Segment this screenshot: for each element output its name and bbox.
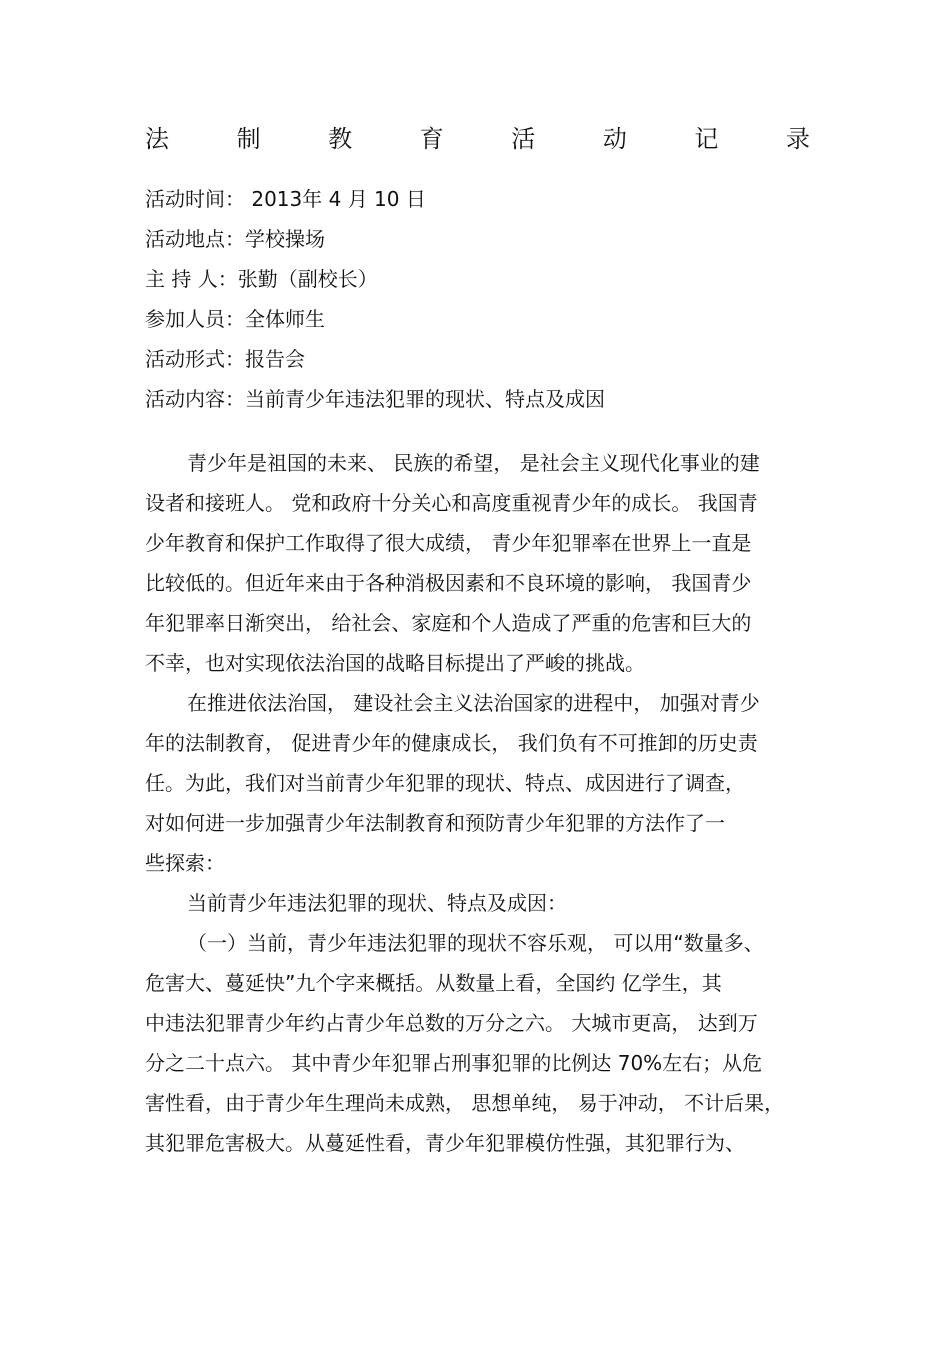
paragraph-line: 青少年是祖国的未来、 民族的希望， 是社会主义现代化事业的建 bbox=[187, 451, 760, 475]
paragraph-line: 少年教育和保护工作取得了很大成绩， 青少年犯罪率在世界上一直是 bbox=[145, 531, 752, 555]
activity-content: 活动内容：当前青少年违法犯罪的现状、特点及成因 bbox=[145, 387, 605, 411]
paragraph-line: （一）当前，青少年违法犯罪的现状不容乐观， 可以用“数量多、 bbox=[187, 931, 764, 955]
paragraph-line: 任。为此，我们对当前青少年犯罪的现状、特点、成因进行了调查， bbox=[145, 771, 745, 795]
paragraph-line: 些探索： bbox=[145, 851, 225, 875]
title-char: 育 bbox=[419, 124, 444, 153]
paragraph-line: 中违法犯罪青少年约占青少年总数的万分之六。 大城市更高， 达到万 bbox=[145, 1011, 758, 1035]
paragraph-line: 对如何进一步加强青少年法制教育和预防青少年犯罪的方法作了一 bbox=[145, 811, 725, 835]
title-char: 制 bbox=[236, 124, 261, 153]
activity-location: 活动地点：学校操场 bbox=[145, 227, 325, 251]
paragraph-line: 其犯罪危害极大。从蔓延性看，青少年犯罪模仿性强，其犯罪行为、 bbox=[145, 1131, 745, 1155]
title-char: 动 bbox=[602, 124, 627, 153]
section-heading: 当前青少年违法犯罪的现状、特点及成因： bbox=[187, 891, 567, 915]
title-char: 录 bbox=[785, 124, 810, 153]
activity-info bbox=[145, 184, 825, 424]
title-char: 教 bbox=[328, 124, 353, 153]
paragraph-line: 年的法制教育， 促进青少年的健康成长， 我们负有不可推卸的历史责 bbox=[145, 731, 758, 755]
title-char: 活 bbox=[511, 124, 536, 153]
paragraph-line: 害性看，由于青少年生理尚未成熟， 思想单纯， 易于冲动， 不计后果， bbox=[145, 1091, 785, 1115]
paragraph-line: 年犯罪率日渐突出， 给社会、家庭和个人造成了严重的危害和巨大的 bbox=[145, 611, 752, 635]
paragraph-line: 比较低的。但近年来由于各种消极因素和不良环境的影响， 我国青少 bbox=[145, 571, 752, 595]
paragraph-line: 分之二十点六。 其中青少年犯罪占刑事犯罪的比例达 70%左右；从危 bbox=[145, 1051, 763, 1075]
title-char: 记 bbox=[694, 124, 719, 153]
activity-host: 主 持 人：张勤（副校长） bbox=[145, 267, 378, 291]
paragraph-line: 设者和接班人。 党和政府十分关心和高度重视青少年的成长。 我国青 bbox=[145, 491, 758, 515]
body-text bbox=[145, 443, 810, 1163]
paragraph-line: 在推进依法治国， 建设社会主义法治国家的进程中， 加强对青少 bbox=[187, 691, 760, 715]
activity-format: 活动形式：报告会 bbox=[145, 347, 305, 371]
paragraph-line: 危害大、蔓延快”九个字来概括。从数量上看，全国约 亿学生，其 bbox=[145, 971, 722, 995]
activity-participants: 参加人员：全体师生 bbox=[145, 307, 325, 331]
paragraph-line: 不幸，也对实现依法治国的战略目标提出了严峻的挑战。 bbox=[145, 651, 645, 675]
title-char: 法 bbox=[145, 124, 169, 153]
activity-time: 活动时间： 2013年 4 月 10 日 bbox=[145, 187, 426, 211]
page-title bbox=[145, 118, 810, 154]
